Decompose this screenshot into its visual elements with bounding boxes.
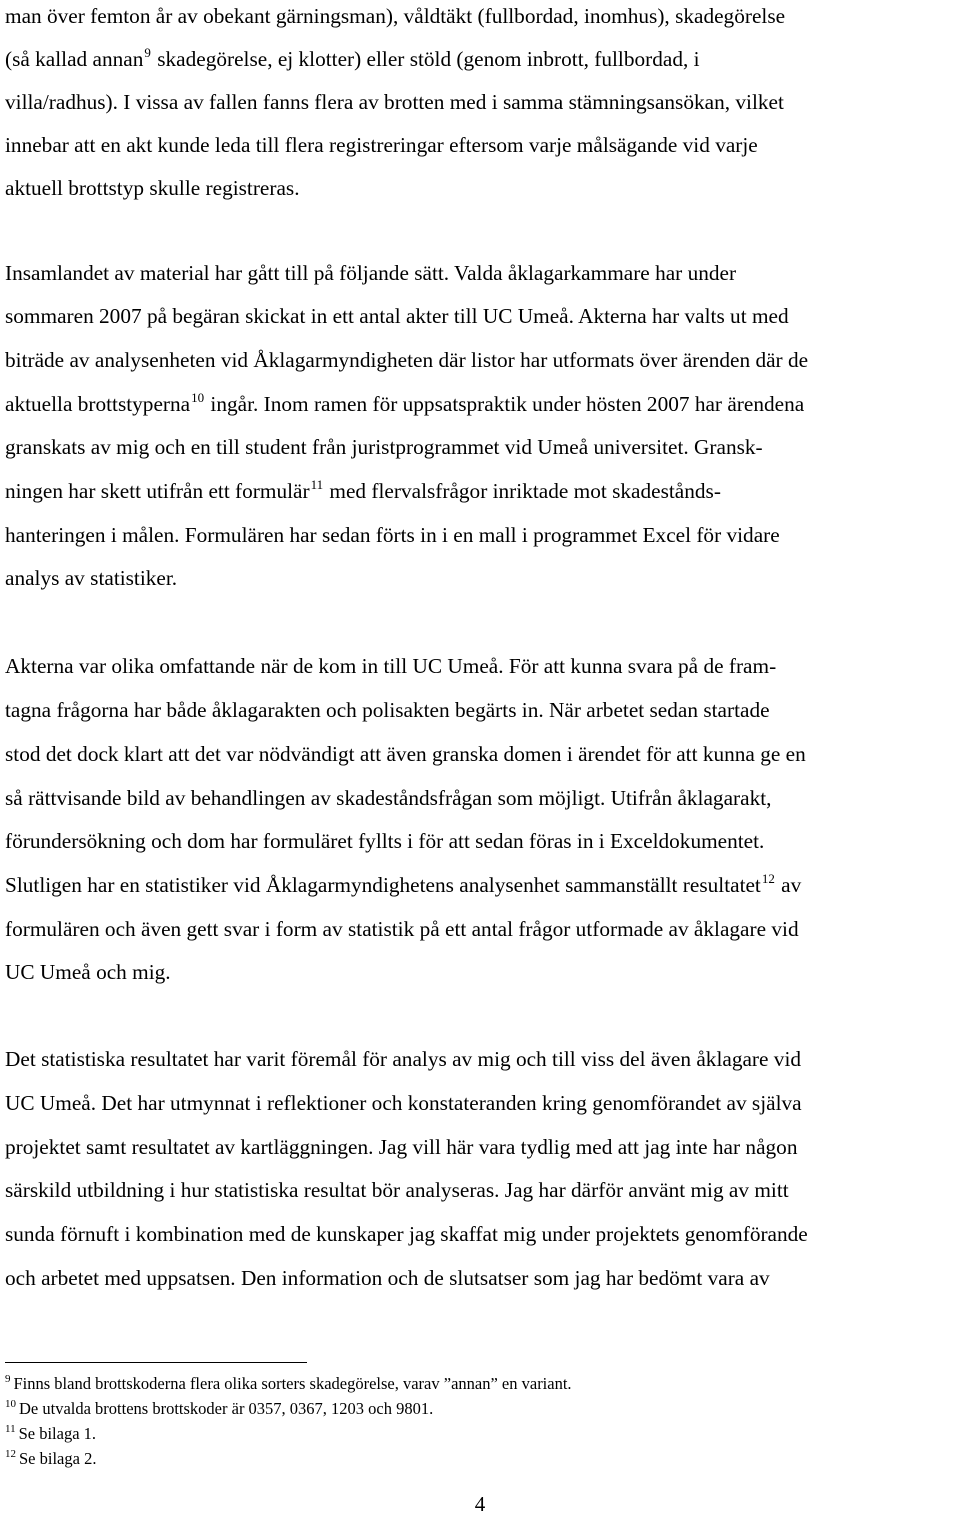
text-line: hanteringen i målen. Formulären har sedan förts in i en mall i programmet Excel för vidare	[5, 523, 780, 547]
text-line: innebar att en akt kunde leda till flera registreringar eftersom varje målsägande vid varje	[5, 133, 758, 157]
text-line: ningen har skett utifrån ett formulär$^{11}$ med flervalsfrågor inriktade mot skadestånds-	[5, 477, 721, 503]
text-line: formulären och även gett svar i form av statistik på ett antal frågor utformade av åklagare vid	[5, 917, 799, 941]
footnote-separator	[5, 1362, 307, 1363]
text-line: aktuell brottstyp skulle registreras.	[5, 176, 300, 200]
text-line: UC Umeå och mig.	[5, 960, 171, 984]
footnote-ref-9: 9	[144, 45, 151, 60]
page-number: 4	[474, 1492, 486, 1516]
text-line: Det statistiska resultatet har varit föremål för analys av mig och till viss del även åklagare vid	[5, 1047, 802, 1071]
text-line: Slutligen har en statistiker vid Åklagarmyndighetens analysenhet sammanställt resultatet$^{12}$ av	[5, 871, 802, 897]
text-line: och arbetet med uppsatsen. Den information och de slutsatser som jag har bedömt vara av	[5, 1266, 770, 1290]
footnote-12: $^{12}$ Se bilaga 2.	[5, 1448, 97, 1468]
text-line: villa/radhus). I vissa av fallen fanns flera av brotten med i samma stämningsansökan, vilket	[5, 90, 784, 114]
text-line: (så kallad annan$^9$ skadegörelse, ej klotter) eller stöld (genom inbrott, fullbordad, i	[5, 45, 700, 71]
footnote-10: $^{10}$ De utvalda brottens brottskoder är 0357, 0367, 1203 och 9801.	[5, 1398, 434, 1418]
text-line: UC Umeå. Det har utmynnat i reflektioner och konstateranden kring genomförandet av själva	[5, 1091, 802, 1115]
footnote-ref-10: 10	[191, 390, 205, 405]
text-line: så rättvisande bild av behandlingen av skadeståndsfrågan som möjligt. Utifrån åklagarakt,	[5, 786, 772, 810]
footnote-11: $^{11}$ Se bilaga 1.	[5, 1423, 97, 1443]
text-line: aktuella brottstyperna$^{10}$ ingår. Inom ramen för uppsatspraktik under hösten 2007 har ärendena	[5, 390, 805, 416]
text-line: man över femton år av obekant gärningsman), våldtäkt (fullbordad, inomhus), skadegörelse	[5, 4, 786, 28]
text-line: stod det dock klart att det var nödvändigt att även granska domen i ärendet för att kunna ge en	[5, 742, 806, 766]
text-line: biträde av analysenheten vid Åklagarmyndigheten där listor har utformats över ärenden där de	[5, 348, 809, 372]
text-line: analys av statistiker.	[5, 566, 178, 590]
text-line: projektet samt resultatet av kartläggningen. Jag vill här vara tydlig med att jag inte har någon	[5, 1135, 798, 1159]
text-line: särskild utbildning i hur statistiska resultat bör analyseras. Jag har därför använt mig av mitt	[5, 1178, 789, 1202]
text-line: granskats av mig och en till student från juristprogrammet vid Umeå universitet. Gransk-	[5, 435, 763, 459]
text-line: tagna frågorna har både åklagarakten och polisakten begärts in. När arbetet sedan startade	[5, 698, 770, 722]
footnote-9: $^9$ Finns bland brottskoderna flera olika sorters skadegörelse, varav ”annan” en variant.	[5, 1373, 572, 1393]
text-line: Akterna var olika omfattande när de kom in till UC Umeå. För att kunna svara på de fram-	[5, 654, 777, 678]
text-line: sunda förnuft i kombination med de kunskaper jag skaffat mig under projektets genomförande	[5, 1222, 808, 1246]
text-line: förundersökning och dom har formuläret fyllts i för att sedan föras in i Exceldokumentet.	[5, 829, 765, 853]
text-line: sommaren 2007 på begäran skickat in ett antal akter till UC Umeå. Akterna har valts ut med	[5, 304, 789, 328]
text-line: Insamlandet av material har gått till på följande sätt. Valda åklagarkammare har under	[5, 261, 737, 285]
footnote-ref-11: 11	[310, 477, 324, 492]
footnote-ref-12: 12	[761, 871, 775, 886]
